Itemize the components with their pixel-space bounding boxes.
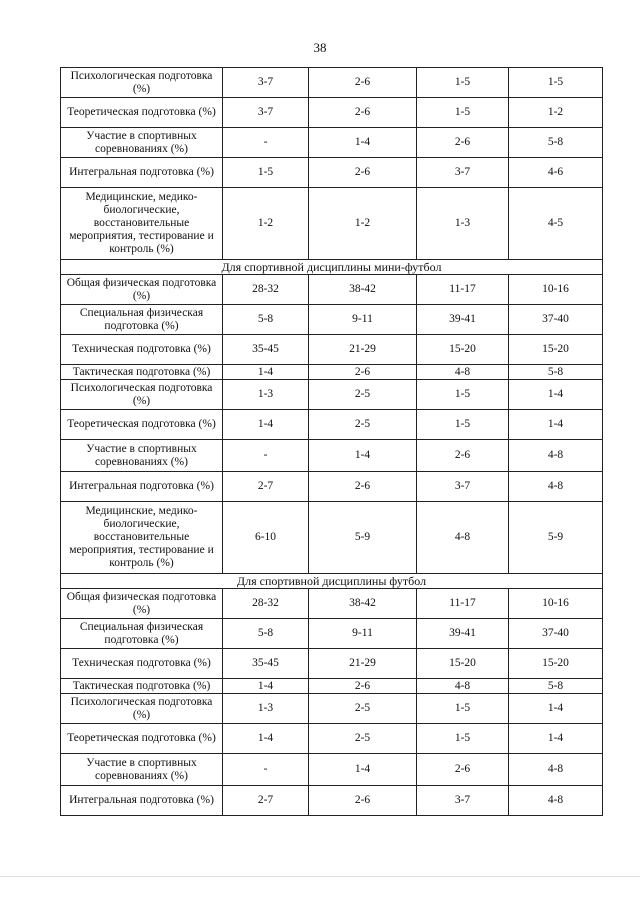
row-label: Тактическая подготовка (%) (61, 679, 223, 694)
value-cell: 37-40 (509, 619, 603, 649)
table-row (61, 679, 603, 694)
value-cell: 1-4 (509, 724, 603, 754)
value-cell: 35-45 (223, 649, 309, 679)
row-label: Техническая подготовка (%) (61, 335, 223, 365)
table-row (61, 68, 603, 98)
value-cell: 5-8 (509, 679, 603, 694)
value-cell: 1-2 (223, 188, 309, 260)
table-row (61, 335, 603, 365)
value-cell: 2-6 (309, 786, 417, 816)
value-cell: - (223, 754, 309, 786)
value-cell: 2-6 (309, 472, 417, 502)
training-distribution-table (60, 67, 603, 816)
row-label: Теоретическая подготовка (%) (61, 410, 223, 440)
row-label: Общая физическая подготовка (%) (61, 589, 223, 619)
row-label: Участие в спортивных соревнованиях (%) (61, 128, 223, 158)
value-cell: 5-8 (223, 619, 309, 649)
row-label: Участие в спортивных соревнованиях (%) (61, 754, 223, 786)
value-cell: 3-7 (417, 786, 509, 816)
value-cell: 4-6 (509, 158, 603, 188)
value-cell: 1-5 (223, 158, 309, 188)
value-cell: 2-6 (309, 68, 417, 98)
table-row (61, 786, 603, 816)
value-cell: 5-9 (309, 502, 417, 574)
value-cell: 3-7 (223, 68, 309, 98)
value-cell: 10-16 (509, 275, 603, 305)
value-cell: 5-8 (509, 365, 603, 380)
value-cell: 11-17 (417, 275, 509, 305)
table-row (61, 410, 603, 440)
value-cell: 2-7 (223, 472, 309, 502)
value-cell: 39-41 (417, 619, 509, 649)
table-row (61, 472, 603, 502)
value-cell: 1-4 (223, 724, 309, 754)
table-row (61, 589, 603, 619)
table-row (61, 128, 603, 158)
value-cell: 38-42 (309, 589, 417, 619)
table-row (61, 440, 603, 472)
value-cell: 5-8 (509, 128, 603, 158)
value-cell: 3-7 (223, 98, 309, 128)
row-label: Интегральная подготовка (%) (61, 786, 223, 816)
value-cell: 2-6 (417, 754, 509, 786)
value-cell: 4-8 (509, 754, 603, 786)
value-cell: 1-5 (509, 68, 603, 98)
table-row (61, 649, 603, 679)
row-label: Интегральная подготовка (%) (61, 472, 223, 502)
table-row (61, 365, 603, 380)
row-label: Теоретическая подготовка (%) (61, 98, 223, 128)
row-label: Медицинские, медико-биологические, восстановительные мероприятия, тестирование и контроль (%) (61, 188, 223, 260)
value-cell: - (223, 440, 309, 472)
table-row (61, 724, 603, 754)
page-number: 38 (313, 40, 327, 55)
table-row (61, 305, 603, 335)
table-row (61, 188, 603, 260)
value-cell: 15-20 (509, 649, 603, 679)
row-label: Психологическая подготовка (%) (61, 68, 223, 98)
value-cell: 1-2 (309, 188, 417, 260)
value-cell: 15-20 (509, 335, 603, 365)
value-cell: 9-11 (309, 305, 417, 335)
value-cell: 1-5 (417, 68, 509, 98)
value-cell: 2-5 (309, 724, 417, 754)
table-row (61, 158, 603, 188)
value-cell: 2-6 (417, 128, 509, 158)
value-cell: 1-4 (509, 694, 603, 724)
value-cell: 2-6 (417, 440, 509, 472)
value-cell: 1-4 (309, 128, 417, 158)
value-cell: 10-16 (509, 589, 603, 619)
value-cell: 6-10 (223, 502, 309, 574)
value-cell: 1-4 (223, 410, 309, 440)
value-cell: 9-11 (309, 619, 417, 649)
row-label: Специальная физическая подготовка (%) (61, 305, 223, 335)
section-row (61, 260, 603, 275)
value-cell: 37-40 (509, 305, 603, 335)
table-row (61, 619, 603, 649)
value-cell: 5-9 (509, 502, 603, 574)
section-heading-minifootball: Для спортивной дисциплины мини-футбол (61, 260, 603, 275)
row-label: Общая физическая подготовка (%) (61, 275, 223, 305)
value-cell: 1-4 (509, 380, 603, 410)
table-row (61, 754, 603, 786)
value-cell: 1-5 (417, 380, 509, 410)
value-cell: - (223, 128, 309, 158)
value-cell: 39-41 (417, 305, 509, 335)
value-cell: 3-7 (417, 472, 509, 502)
row-label: Психологическая подготовка (%) (61, 694, 223, 724)
row-label: Медицинские, медико-биологические, восстановительные мероприятия, тестирование и контроль (%) (61, 502, 223, 574)
value-cell: 28-32 (223, 589, 309, 619)
value-cell: 2-6 (309, 365, 417, 380)
value-cell: 2-5 (309, 694, 417, 724)
value-cell: 4-8 (509, 786, 603, 816)
value-cell: 2-6 (309, 679, 417, 694)
row-label: Тактическая подготовка (%) (61, 365, 223, 380)
table-row (61, 98, 603, 128)
value-cell: 2-5 (309, 410, 417, 440)
value-cell: 4-5 (509, 188, 603, 260)
value-cell: 38-42 (309, 275, 417, 305)
scan-artifact-line (0, 876, 640, 877)
table-row (61, 380, 603, 410)
value-cell: 1-4 (309, 754, 417, 786)
value-cell: 2-6 (309, 158, 417, 188)
value-cell: 21-29 (309, 649, 417, 679)
value-cell: 1-5 (417, 410, 509, 440)
row-label: Интегральная подготовка (%) (61, 158, 223, 188)
value-cell: 15-20 (417, 335, 509, 365)
value-cell: 1-4 (309, 440, 417, 472)
value-cell: 1-3 (223, 694, 309, 724)
table-row (61, 275, 603, 305)
row-label: Техническая подготовка (%) (61, 649, 223, 679)
value-cell: 1-2 (509, 98, 603, 128)
value-cell: 2-5 (309, 380, 417, 410)
table-row (61, 694, 603, 724)
row-label: Участие в спортивных соревнованиях (%) (61, 440, 223, 472)
value-cell: 3-7 (417, 158, 509, 188)
row-label: Теоретическая подготовка (%) (61, 724, 223, 754)
value-cell: 1-5 (417, 98, 509, 128)
value-cell: 4-8 (509, 440, 603, 472)
value-cell: 4-8 (417, 679, 509, 694)
value-cell: 28-32 (223, 275, 309, 305)
value-cell: 1-5 (417, 694, 509, 724)
value-cell: 35-45 (223, 335, 309, 365)
value-cell: 4-8 (417, 365, 509, 380)
value-cell: 15-20 (417, 649, 509, 679)
value-cell: 5-8 (223, 305, 309, 335)
value-cell: 4-8 (417, 502, 509, 574)
value-cell: 1-4 (509, 410, 603, 440)
table-row (61, 502, 603, 574)
value-cell: 1-3 (417, 188, 509, 260)
value-cell: 2-6 (309, 98, 417, 128)
row-label: Специальная физическая подготовка (%) (61, 619, 223, 649)
value-cell: 1-3 (223, 380, 309, 410)
value-cell: 4-8 (509, 472, 603, 502)
value-cell: 1-4 (223, 365, 309, 380)
row-label: Психологическая подготовка (%) (61, 380, 223, 410)
value-cell: 1-5 (417, 724, 509, 754)
value-cell: 2-7 (223, 786, 309, 816)
section-heading-football: Для спортивной дисциплины футбол (61, 574, 603, 589)
section-row (61, 574, 603, 589)
value-cell: 1-4 (223, 679, 309, 694)
value-cell: 21-29 (309, 335, 417, 365)
value-cell: 11-17 (417, 589, 509, 619)
